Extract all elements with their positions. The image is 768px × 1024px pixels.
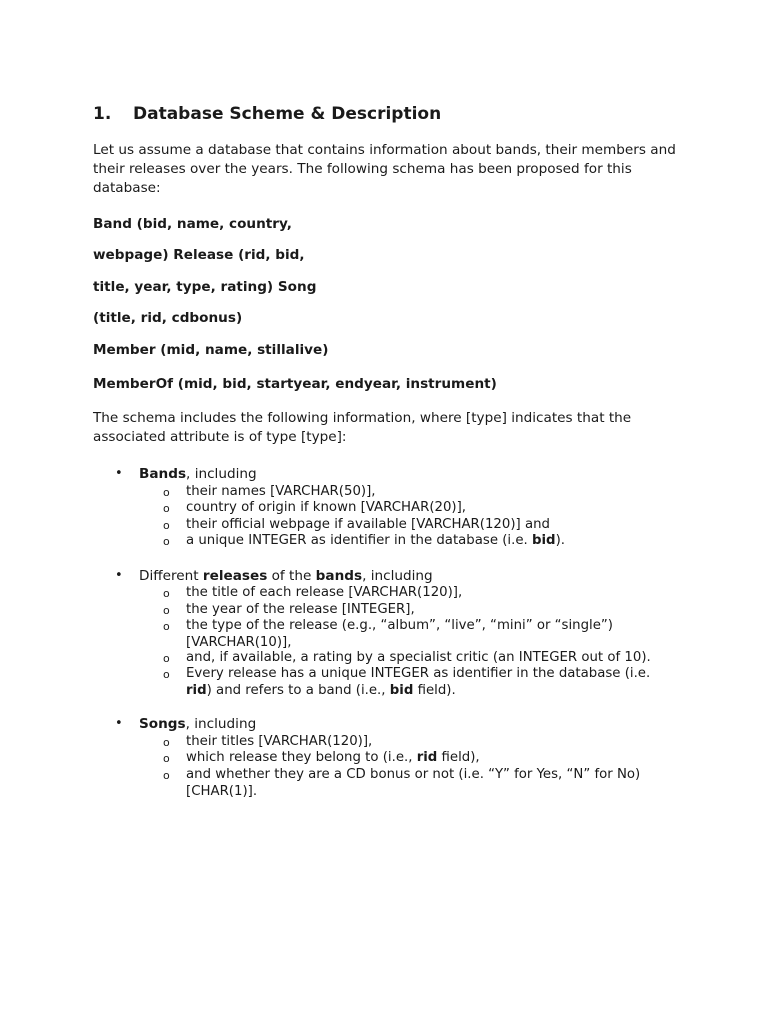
sub-bullet-icon: o: [163, 736, 170, 749]
text-run: ) and refers to a band (i.e.,: [206, 682, 390, 698]
sub-bullet-icon: o: [163, 752, 170, 765]
intro-line: Let us assume a database that contains information about bands, their members and: [93, 142, 676, 158]
schema-line: Member (mid, name, stillalive): [93, 342, 329, 358]
bullet-icon: •: [115, 568, 123, 583]
bold-field: bid: [389, 682, 414, 698]
songs-item: [139, 716, 256, 732]
text-run: , including: [362, 568, 433, 584]
releases-subitem-type: [186, 618, 613, 651]
releases-subitem: the title of each release [VARCHAR(120)],: [186, 585, 463, 600]
bands-item: [139, 466, 257, 482]
bands-subitem: their official webpage if available [VARCHAR(120)] and: [186, 517, 550, 532]
intro-line: database:: [93, 180, 161, 196]
sub-bullet-icon: o: [163, 535, 170, 548]
text-run: of the: [267, 568, 316, 584]
schema-info-line: associated attribute is of type [type]:: [93, 429, 347, 445]
text-run: [CHAR(1)].: [186, 783, 258, 799]
songs-subitem: their titles [VARCHAR(120)],: [186, 734, 373, 749]
bands-subitem: country of origin if known [VARCHAR(20)],: [186, 500, 467, 515]
sub-bullet-icon: o: [163, 620, 170, 633]
songs-title: Songs: [139, 716, 186, 732]
bands-title: Bands: [139, 466, 187, 482]
bold-field: rid: [186, 682, 207, 698]
section-title: Database Scheme & Description: [133, 104, 442, 124]
text-run: the type of the release (e.g., “album”, “live”, “mini” or “single”): [186, 618, 613, 633]
intro-line: their releases over the years. The following schema has been proposed for this: [93, 161, 632, 177]
releases-subitem: the year of the release [INTEGER],: [186, 602, 415, 617]
text-run: ).: [555, 533, 566, 548]
bold-term: bands: [315, 568, 363, 584]
schema-line: webpage) Release (rid, bid,: [93, 247, 305, 263]
sub-bullet-icon: o: [163, 486, 170, 499]
text-run: and whether they are a CD bonus or not (i.e. “Y” for Yes, “N” for No): [186, 767, 641, 782]
text-run: a unique INTEGER as identifier in the database (i.e.: [186, 533, 532, 548]
schema-info-line: The schema includes the following information, where [type] indicates that the: [93, 410, 632, 426]
bands-suffix: , including: [186, 466, 257, 482]
text-run: which release they belong to (i.e.,: [186, 750, 417, 765]
schema-line: title, year, type, rating) Song: [93, 279, 317, 295]
songs-subitem-rid: [186, 750, 480, 767]
text-run: field).: [413, 682, 456, 698]
schema-line: (title, rid, cdbonus): [93, 310, 243, 326]
schema-line: MemberOf (mid, bid, startyear, endyear, instrument): [93, 376, 497, 392]
section-number: 1.: [93, 104, 112, 124]
bullet-icon: •: [115, 716, 123, 731]
bold-field: rid: [416, 750, 438, 765]
releases-item: [139, 568, 433, 584]
schema-info-paragraph: [93, 409, 713, 447]
sub-bullet-icon: o: [163, 668, 170, 681]
bold-term: releases: [202, 568, 268, 584]
sub-bullet-icon: o: [163, 502, 170, 515]
bands-subitem-id: [186, 533, 565, 550]
songs-suffix: , including: [185, 716, 257, 732]
sub-bullet-icon: o: [163, 587, 170, 600]
intro-paragraph: [93, 141, 713, 198]
sub-bullet-icon: o: [163, 519, 170, 532]
sub-bullet-icon: o: [163, 769, 170, 782]
schema-line: Band (bid, name, country,: [93, 216, 292, 232]
releases-subitem: and, if available, a rating by a specialist critic (an INTEGER out of 10).: [186, 650, 651, 665]
text-run: Different: [139, 568, 203, 584]
bands-subitem: their names [VARCHAR(50)],: [186, 484, 376, 499]
releases-subitem-id: [186, 666, 650, 699]
sub-bullet-icon: o: [163, 604, 170, 617]
sub-bullet-icon: o: [163, 652, 170, 665]
songs-subitem-cdbonus: [186, 767, 640, 800]
text-run: field),: [437, 750, 480, 765]
bullet-icon: •: [115, 466, 123, 481]
section-heading: [93, 104, 441, 124]
text-run: Every release has a unique INTEGER as identifier in the database (i.e.: [186, 666, 651, 681]
bold-field: bid: [531, 533, 556, 548]
text-run: [VARCHAR(10)],: [186, 634, 292, 650]
